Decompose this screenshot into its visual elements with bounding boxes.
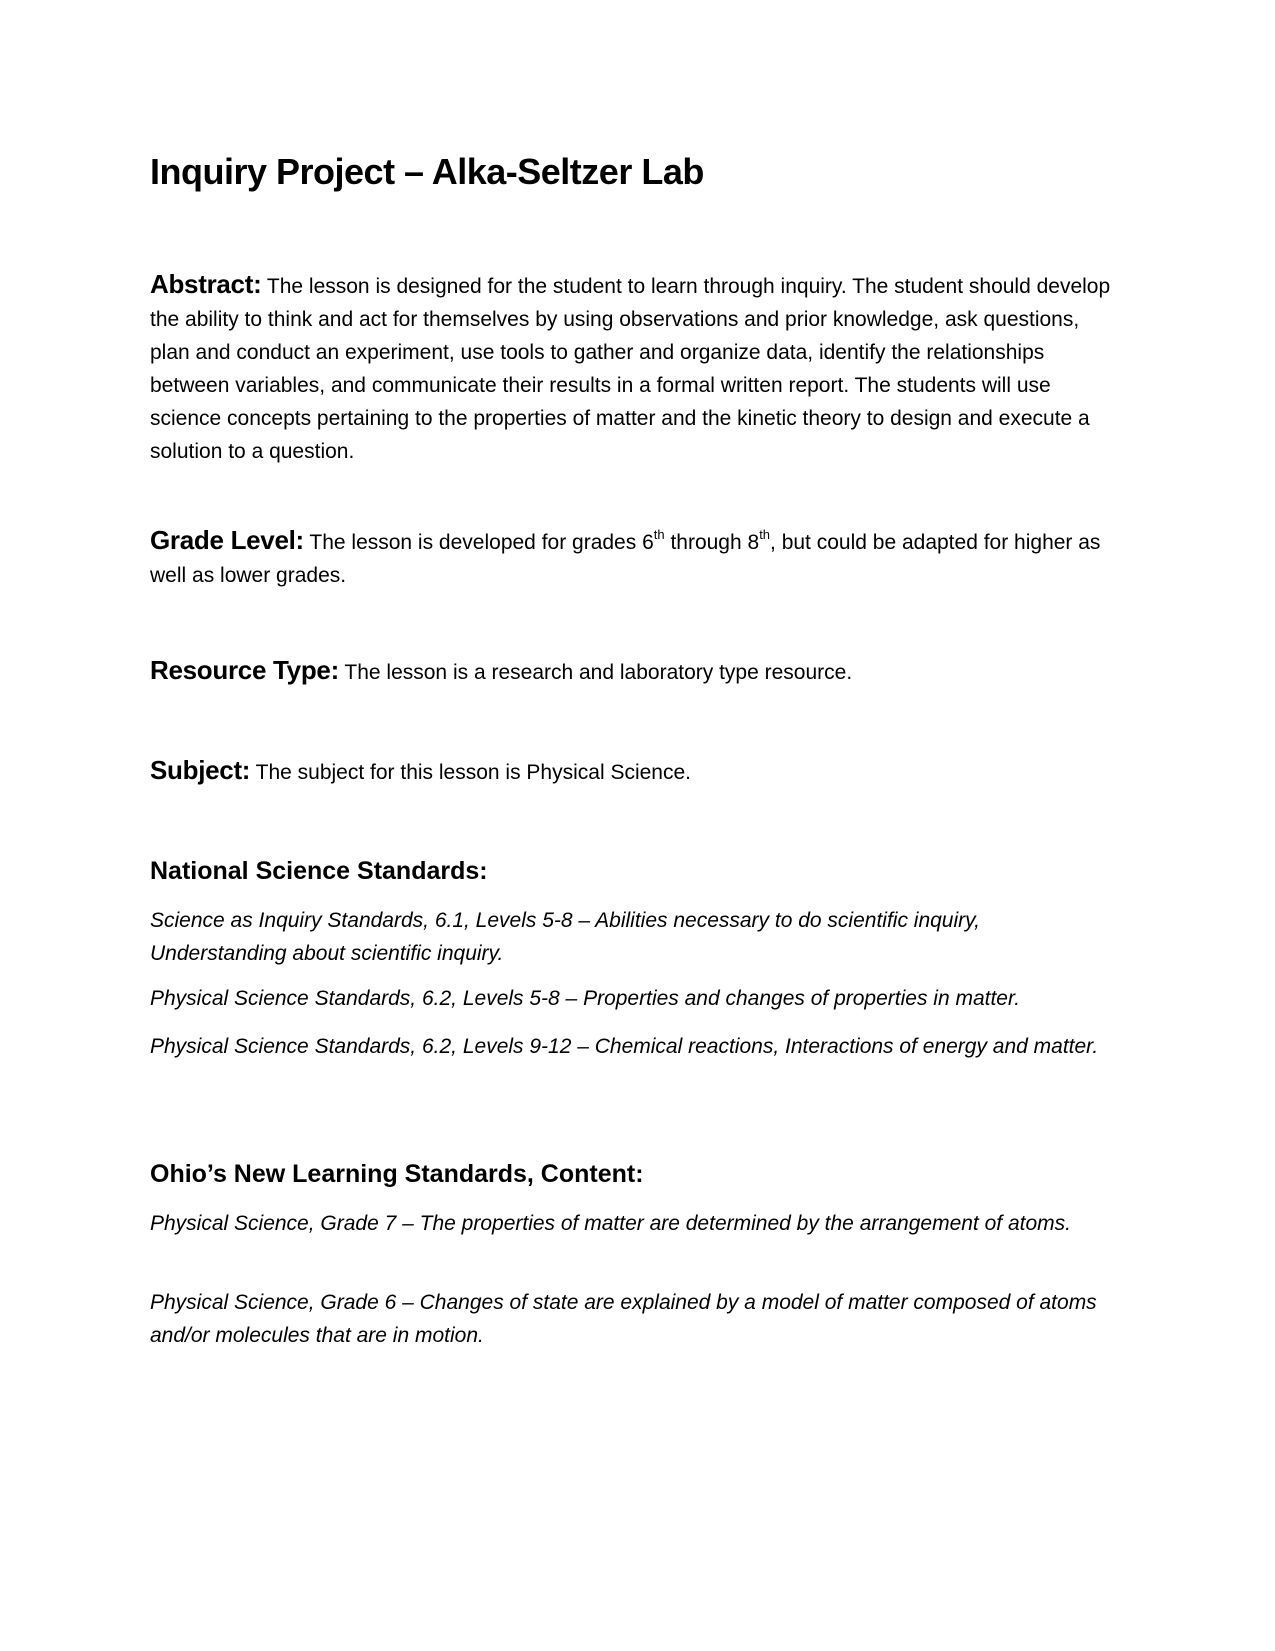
resource-type-section <box>150 654 1122 689</box>
subject-section <box>150 754 1122 789</box>
grade-level-text-2: through 8 <box>664 531 760 554</box>
subject-label: Subject: <box>150 755 251 785</box>
grade-level-sup-2: th <box>759 527 771 542</box>
subject-text: The subject for this lesson is Physical Science. <box>250 761 691 784</box>
ohio-standard-item: Physical Science, Grade 7 – The properties of matter are determined by the arrangement of atoms. <box>150 1212 1071 1235</box>
grade-level-sup-1: th <box>653 527 665 542</box>
national-standard-item: Physical Science Standards, 6.2, Levels 9-12 – Chemical reactions, Interactions of energy and matter. <box>150 1035 1099 1058</box>
abstract-text: The lesson is designed for the student to learn through inquiry. The student should develop the ability to think and act for themselves by using observations and prior knowledge, ask questions, plan and conduct an experiment, use tools to gather and organize data, identify the relationships between variables, and communicate their results in a formal written report. The students will use science concepts pertaining to the properties of matter and the kinetic theory to design and execute a solution to a question. <box>150 275 1111 463</box>
grade-level-text-3: , but could be adapted for higher as well as lower grades. <box>150 531 1101 587</box>
national-standard-item: Physical Science Standards, 6.2, Levels 5-8 – Properties and changes of properties in matter. <box>150 987 1021 1010</box>
resource-type-text: The lesson is a research and laboratory type resource. <box>338 661 853 684</box>
abstract-section <box>150 268 1122 468</box>
resource-type-label: Resource Type: <box>150 655 339 685</box>
grade-level-section <box>150 524 1122 592</box>
ohio-standards-heading: Ohio’s New Learning Standards, Content: <box>150 1160 644 1188</box>
ohio-standard-item: Physical Science, Grade 6 – Changes of state are explained by a model of matter composed of atoms and/or molecules that are in motion. <box>150 1291 1097 1347</box>
document-title: Inquiry Project – Alka-Seltzer Lab <box>150 151 704 192</box>
grade-level-text-1: The lesson is developed for grades 6 <box>303 531 654 554</box>
national-standard-item: Science as Inquiry Standards, 6.1, Levels 5-8 – Abilities necessary to do scientific inquiry, Understanding about scientific inquiry. <box>150 909 980 965</box>
abstract-label: Abstract: <box>150 269 262 299</box>
grade-level-label: Grade Level: <box>150 525 304 555</box>
national-standards-heading: National Science Standards: <box>150 857 488 885</box>
